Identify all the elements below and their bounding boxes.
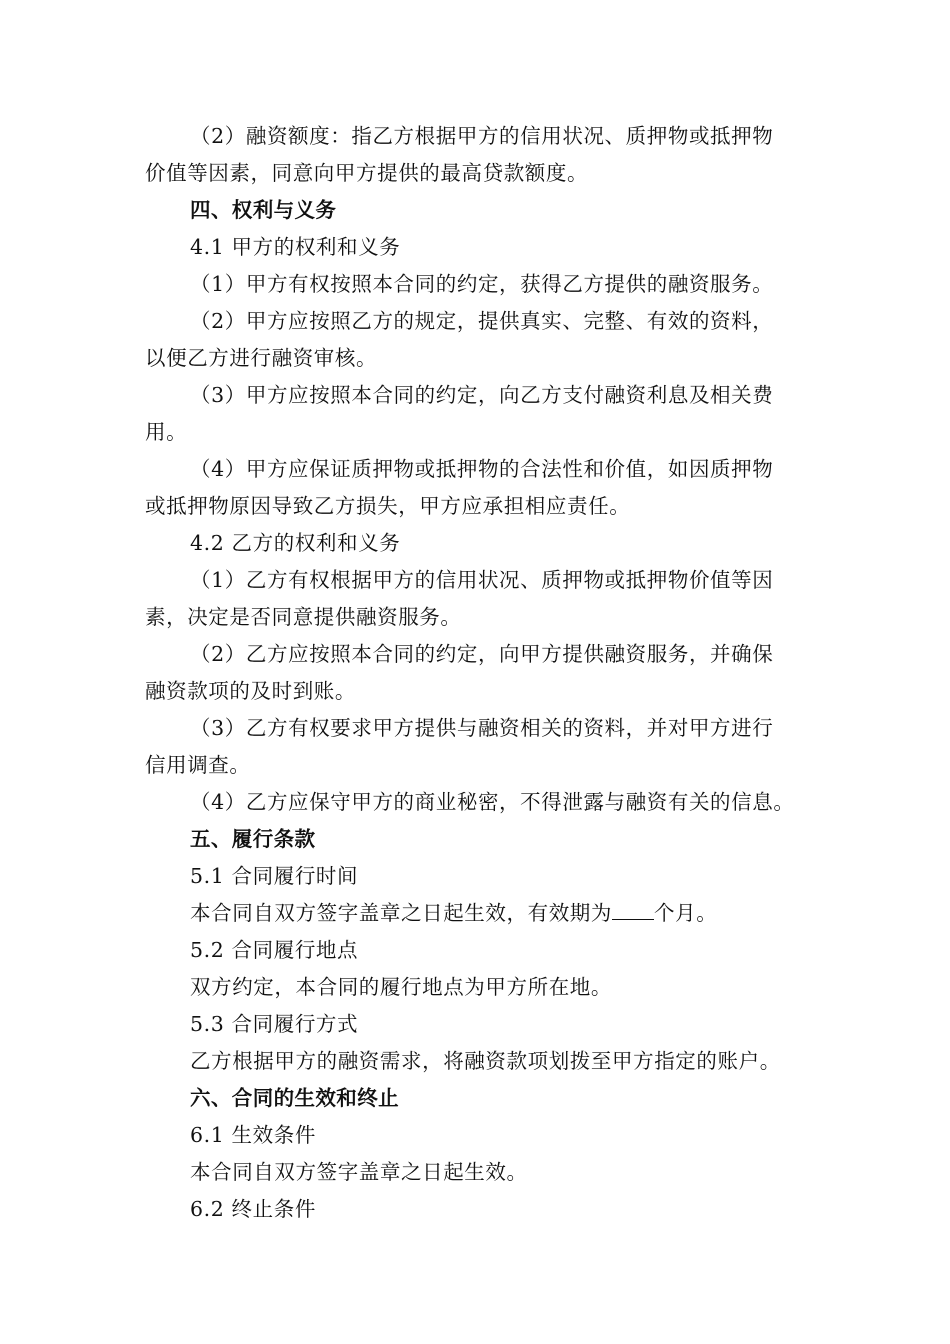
performance-place-text: 双方约定，本合同的履行地点为甲方所在地。 (190, 975, 612, 999)
section-heading-performance: 五、履行条款 (190, 827, 316, 851)
party-a-item-1: （1）甲方有权按照本合同的约定，获得乙方提供的融资服务。 (190, 272, 774, 296)
party-b-item-1-cont: 素，决定是否同意提供融资服务。 (145, 605, 462, 629)
party-a-item-4: （4）甲方应保证质押物或抵押物的合法性和价值，如因质押物 (190, 457, 774, 481)
party-b-item-2: （2）乙方应按照本合同的约定，向甲方提供融资服务，并确保 (190, 642, 774, 666)
subsection-heading-party-a: 4.1 甲方的权利和义务 (190, 235, 401, 259)
subsection-heading-performance-method: 5.3 合同履行方式 (190, 1012, 359, 1036)
subsection-heading-effective-conditions: 6.1 生效条件 (190, 1123, 316, 1147)
performance-time-text-start: 本合同自双方签字盖章之日起生效，有效期为 (190, 901, 612, 925)
party-b-item-3: （3）乙方有权要求甲方提供与融资相关的资料，并对甲方进行 (190, 716, 774, 740)
subsection-heading-termination-conditions: 6.2 终止条件 (190, 1197, 316, 1221)
section-heading-rights-obligations: 四、权利与义务 (190, 198, 337, 222)
clause-financing-limit: （2）融资额度：指乙方根据甲方的信用状况、质押物或抵押物 (190, 124, 774, 148)
section-heading-effect-termination: 六、合同的生效和终止 (190, 1086, 399, 1110)
party-b-item-2-cont: 融资款项的及时到账。 (145, 679, 356, 703)
subsection-heading-party-b: 4.2 乙方的权利和义务 (190, 531, 401, 555)
party-a-item-2: （2）甲方应按照乙方的规定，提供真实、完整、有效的资料， (190, 309, 774, 333)
performance-time-text-end: 个月。 (654, 901, 718, 925)
performance-method-text: 乙方根据甲方的融资需求，将融资款项划拨至甲方指定的账户。 (190, 1049, 781, 1073)
party-b-item-1: （1）乙方有权根据甲方的信用状况、质押物或抵押物价值等因 (190, 568, 774, 592)
term-blank-line (612, 901, 654, 920)
subsection-heading-performance-place: 5.2 合同履行地点 (190, 938, 359, 962)
subsection-heading-performance-time: 5.1 合同履行时间 (190, 864, 359, 888)
effective-conditions-text: 本合同自双方签字盖章之日起生效。 (190, 1160, 528, 1184)
party-a-item-3: （3）甲方应按照本合同的约定，向乙方支付融资利息及相关费 (190, 383, 774, 407)
party-b-item-3-cont: 信用调查。 (145, 753, 251, 777)
performance-time-text (190, 900, 717, 926)
clause-financing-limit-cont: 价值等因素，同意向甲方提供的最高贷款额度。 (145, 161, 589, 185)
party-a-item-2-cont: 以便乙方进行融资审核。 (145, 346, 378, 370)
party-a-item-3-cont: 用。 (145, 420, 188, 444)
party-b-item-4: （4）乙方应保守甲方的商业秘密，不得泄露与融资有关的信息。 (190, 790, 795, 814)
party-a-item-4-cont: 或抵押物原因导致乙方损失，甲方应承担相应责任。 (145, 494, 631, 518)
